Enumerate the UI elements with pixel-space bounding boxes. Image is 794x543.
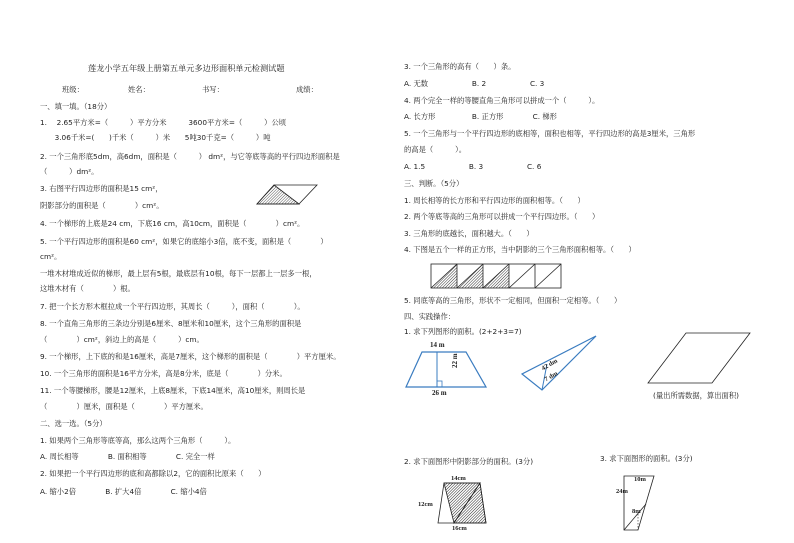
question-line: 4. 两个完全一样的等腰直角三角形可以拼成一个（ ）。 bbox=[404, 96, 600, 105]
question-line: 11. 一个等腰梯形，腰是12厘米，上底8厘米，下底14厘米，高10厘米，则周长是 bbox=[40, 386, 306, 395]
question-options: A. 周长相等 B. 面积相等 C. 完全一样 bbox=[40, 452, 215, 461]
question-options: A. 无数 B. 2 C. 3 bbox=[404, 79, 545, 88]
section-choice-heading: 二、选一选。（5分） bbox=[40, 419, 107, 428]
question-line: 的高是（ ）。 bbox=[404, 145, 467, 154]
question-line: 5. 一个三角形与一个平行四边形的底相等，面积也相等，平行四边形的高是3厘米，三角形 bbox=[404, 129, 696, 138]
question-line: 5. 同底等高的三角形，形状不一定相同，但面积一定相等。（ ） bbox=[404, 296, 622, 305]
writing-label: 书写： bbox=[202, 85, 224, 94]
question-line: 3. 右图平行四边形的面积是15 cm²， bbox=[40, 184, 163, 193]
question-options: A. 长方形 B. 正方形 C. 梯形 bbox=[404, 112, 557, 121]
question-line: 3. 求下面图形的面积。(3分) bbox=[600, 454, 693, 463]
question-options: A. 缩小2倍 B. 扩大4倍 C. 缩小4倍 bbox=[40, 487, 207, 496]
composite-left-label: 24m bbox=[616, 488, 628, 495]
parallelogram-figure bbox=[646, 331, 752, 385]
question-line: 1. 如果两个三角形等底等高，那么这两个三角形（ ）。 bbox=[40, 436, 236, 445]
shaded-top-label: 14cm bbox=[451, 475, 466, 482]
parallelogram-note: (量出所需数据，算出面积) bbox=[653, 391, 739, 400]
trapezoid-height-label: 22 m bbox=[451, 353, 459, 368]
question-line: 3. 三角形的底越长，面积越大。（ ） bbox=[404, 229, 534, 238]
question-line: 一堆木材堆成近似的梯形，最上层有5根，最底层有10根，每下一层都上一层多一根， bbox=[40, 269, 317, 278]
triangle-side-label: 42 dm bbox=[540, 357, 559, 373]
question-line: 9. 一个梯形，上下底的和是16厘米，高是7厘米，这个梯形的面积是（ ）平方厘米。 bbox=[40, 352, 341, 361]
question-line: 4. 下图是五个一样的正方形，当中阴影的三个三角形面积相等。（ ） bbox=[404, 245, 636, 254]
question-line: 8. 一个直角三角形的三条边分别是6厘米、8厘米和10厘米，这个三角形的面积是 bbox=[40, 319, 302, 328]
question-options: A. 1.5 B. 3 C. 6 bbox=[404, 162, 542, 171]
question-line: 这堆木材有（ ）根。 bbox=[40, 284, 135, 293]
question-line: 3. 一个三角形的高有（ ）条。 bbox=[404, 62, 516, 71]
question-line: 4. 一个梯形的上底是24 cm，下底16 cm，高10cm，面积是（ ）cm²。 bbox=[40, 219, 305, 228]
composite-height-label: 8m bbox=[632, 508, 641, 515]
trapezoid-figure bbox=[402, 340, 492, 402]
question-line: 1. 周长相等的长方形和平行四边形的面积相等。（ ） bbox=[404, 196, 585, 205]
question-line: 7. 把一个长方形木框拉成一个平行四边形，其周长（ ），面积（ ）。 bbox=[40, 302, 305, 311]
trapezoid-bottom-label: 26 m bbox=[432, 389, 447, 397]
question-line: 1. 求下列图形的面积。(2+2+3=7) bbox=[404, 327, 522, 336]
question-line: 2. 求下面图形中阴影部分的面积。(3分) bbox=[404, 457, 534, 466]
five-squares-figure bbox=[430, 263, 562, 289]
question-line: （ ）厘米，面积是（ ）平方厘米。 bbox=[40, 402, 208, 411]
page-title: 莲龙小学五年级上册第五单元多边形面积单元检测试题 bbox=[88, 63, 285, 73]
question-line: 3.06千米=( )千米（ ）米 5吨30千克=（ ）吨 bbox=[40, 133, 271, 142]
question-line: （ ）cm²，斜边上的高是（ ）cm。 bbox=[40, 335, 204, 344]
question-line: （ ）dm²。 bbox=[40, 167, 99, 176]
question-line: 1. 2.65平方米=（ ）平方分米 3600平方米=（ ）公顷 bbox=[40, 118, 287, 127]
question-line: 5. 一个平行四边形的面积是60 cm²，如果它的底缩小3倍，底不变，面积是（ ） bbox=[40, 237, 328, 246]
question-line: 2. 如果把一个平行四边形的底和高都除以2，它的面积比原来（ ） bbox=[40, 469, 266, 478]
question-line: 2. 两个等底等高的三角形可以拼成一个平行四边形。（ ） bbox=[404, 212, 600, 221]
trapezoid-top-label: 14 m bbox=[430, 341, 445, 349]
class-label: 班级： bbox=[62, 85, 84, 94]
question-line: 2. 一个三角形底5dm，高6dm，面积是（ ） dm²，与它等底等高的平行四边形面积是 bbox=[40, 152, 340, 161]
question-line: 阴影部分的面积是（ ）cm²。 bbox=[40, 201, 164, 210]
triangle-height-label: 7 dm bbox=[543, 370, 560, 384]
composite-top-label: 10m bbox=[634, 476, 646, 483]
name-label: 姓名： bbox=[128, 85, 150, 94]
question-line: cm²。 bbox=[40, 252, 62, 261]
shaded-bottom-label: 16cm bbox=[452, 525, 467, 532]
parallelogram-shaded-figure bbox=[256, 184, 318, 206]
section-judge-heading: 三、判断。（5分） bbox=[404, 179, 464, 188]
shaded-trapezoid-figure bbox=[436, 477, 488, 525]
score-label: 成绩： bbox=[296, 85, 318, 94]
section-fill-heading: 一、填一填。（18分） bbox=[40, 102, 112, 111]
shaded-left-label: 12cm bbox=[418, 501, 433, 508]
section-practice-heading: 四、实践操作： bbox=[404, 312, 456, 321]
question-line: 10. 一个三角形的面积是16平方分米，高是8分米，底是（ ）分米。 bbox=[40, 369, 287, 378]
